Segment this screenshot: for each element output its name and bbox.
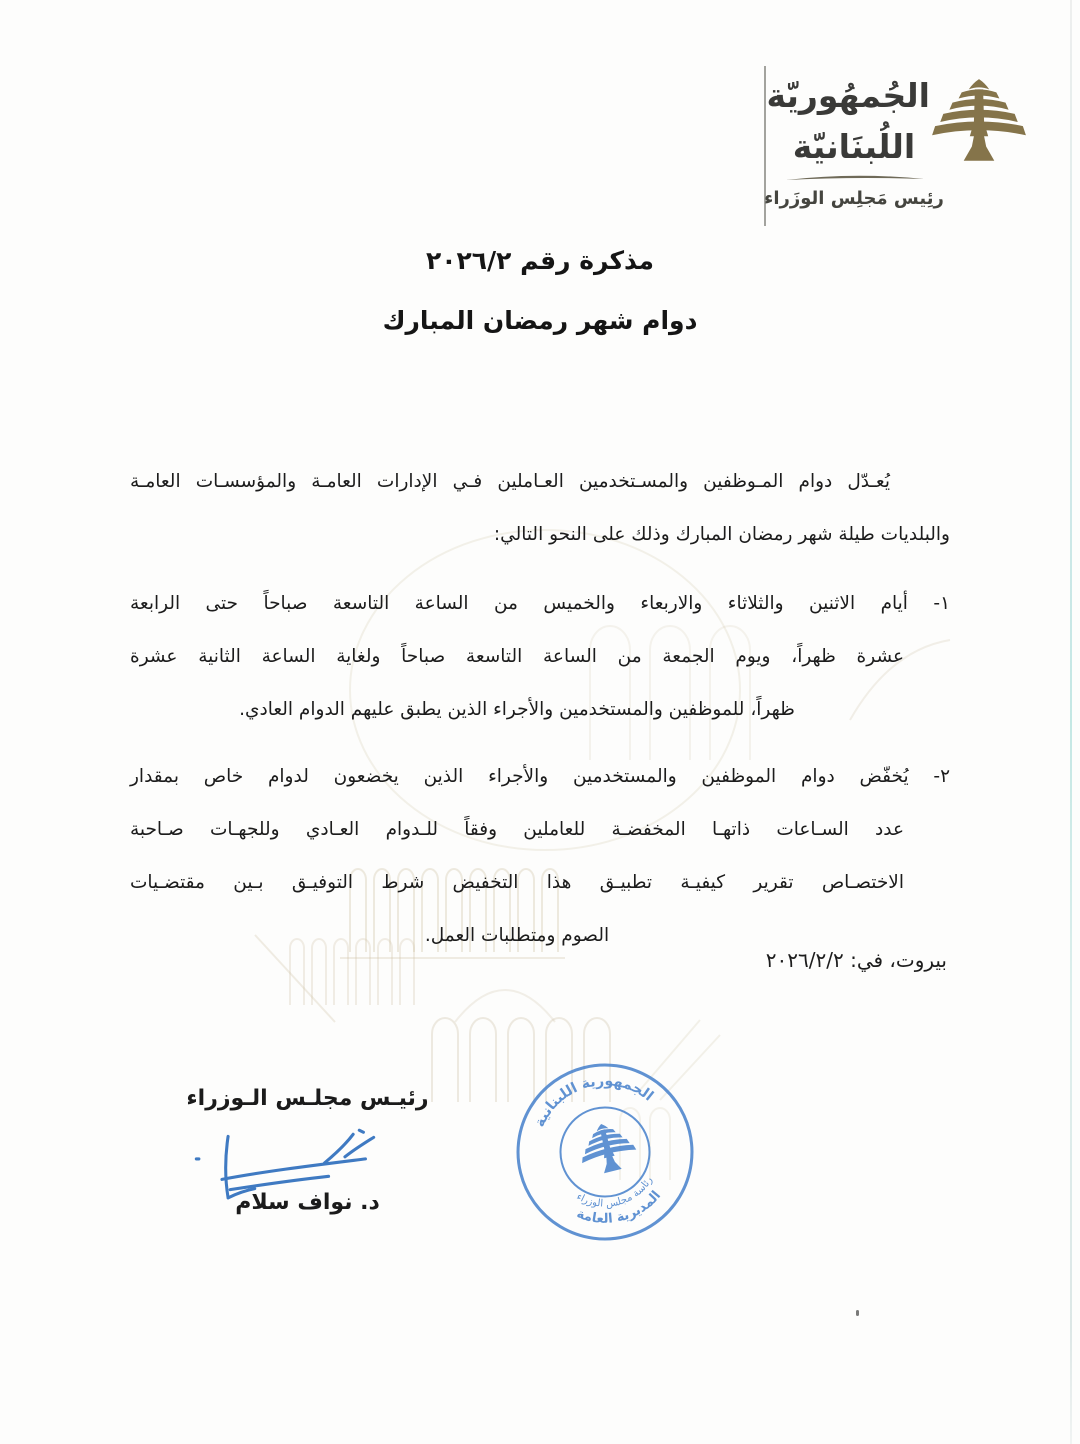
- stamp-cedar-icon: [574, 1117, 640, 1178]
- item2-line-1: ٢- يُخفّض دوام الموظفين والمستخدمين والأجراء الذين يخضعون لدوام خاص بمقدار: [130, 766, 950, 787]
- item2-line-3: الاختصـاص تقرير كيفيـة تطبيـق هذا التخفيض شرط التوفيـق بـين مقتضـيات: [130, 872, 904, 893]
- signatory-name: د. نواف سلام: [235, 1190, 380, 1215]
- item1-line-3: ظهراً، للموظفين والمستخدمين والأجراء الذين يطبق عليهم الدوام العادي.: [239, 699, 795, 720]
- signatory-title: رئيـس مجلـس الـوزراء: [186, 1086, 429, 1111]
- item2-line-4: الصوم ومتطلبات العمل.: [424, 925, 610, 946]
- republic-word-2: اللُبنَانيّة: [792, 127, 916, 166]
- memo-number-title: مذكرة رقم ٢٠٢٦/٢: [426, 246, 654, 275]
- list-item-2: [130, 750, 950, 962]
- item1-line-2: عشرة ظهراً، ويوم الجمعة من الساعة التاسعة صباحاً ولغاية الساعة الثانية عشرة: [130, 646, 904, 667]
- letterhead-swoosh: [784, 173, 926, 183]
- intro-line-1: يُعـدّل دوام المـوظفين والمسـتخدمين العـاملين فـي الإدارات العامـة والمؤسسـات العامـة: [130, 471, 890, 492]
- memo-body: [130, 455, 950, 962]
- item2-line-2: عدد السـاعات ذاتهـا المخفضـة للعاملين وفقاً للـدوام العـادي وللجهـات صـاحبة: [130, 819, 904, 840]
- item1-line-1: ١- أيام الاثنين والثلاثاء والاربعاء والخميس من الساعة التاسعة صباحاً حتى الرابعة: [130, 593, 950, 614]
- cedar-icon: [928, 76, 1030, 168]
- paper-speck: [856, 1310, 859, 1316]
- letterhead-office-title: رئِيس مَجلِس الوزَراء: [764, 188, 944, 209]
- official-stamp-seal: [496, 1043, 714, 1261]
- letterhead-republic-calligraphy: [766, 70, 930, 172]
- stamp-middle-text: رئاسة مجلس الوزراء: [574, 1174, 655, 1210]
- list-item-1: [130, 577, 950, 736]
- intro-line-2: والبلديات طيلة شهر رمضان المبارك وذلك على النحو التالي:: [493, 524, 950, 545]
- stamp-bottom-text: المديرية العامة: [574, 1188, 665, 1227]
- date-line: بيروت، في: ٢٠٢٦/٢/٢: [765, 948, 947, 972]
- republic-word-1: الجُمهُوريّة: [766, 76, 930, 115]
- memo-subject-title: دوام شهر رمضان المبارك: [382, 306, 698, 335]
- stamp-top-text: الجمهورية اللبنانية: [531, 1073, 657, 1130]
- scan-edge-artifact: [1070, 0, 1072, 1444]
